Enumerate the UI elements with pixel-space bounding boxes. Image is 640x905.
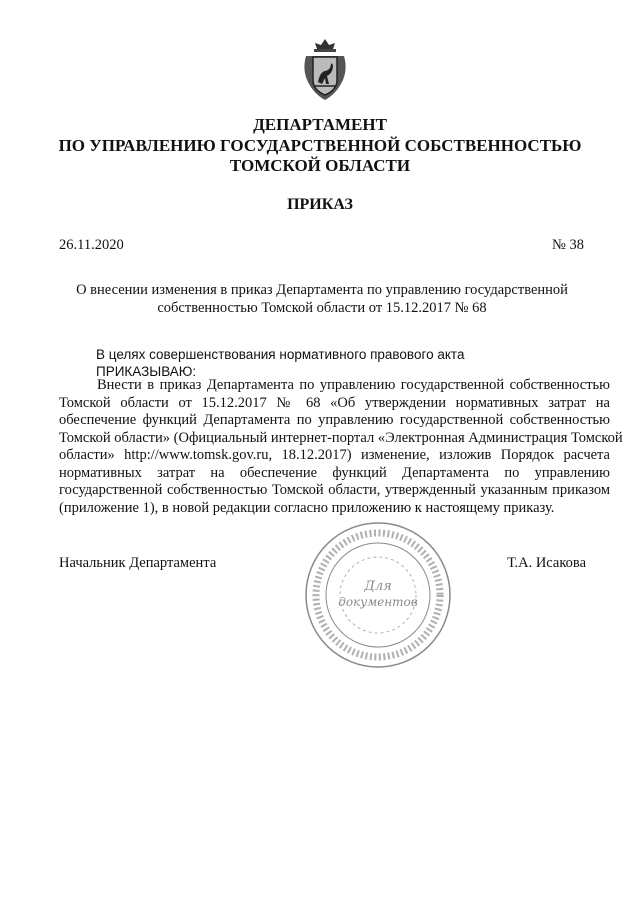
order-body bbox=[59, 377, 623, 517]
document-subject bbox=[59, 281, 585, 317]
document-number: № 38 bbox=[552, 237, 584, 253]
body-line: нормативных затрат на обеспечение функций Департамента по управлению bbox=[59, 464, 610, 481]
body-line: области» http://www.tomsk.gov.ru, 18.12.2017) изменение, изложив Порядок расчета bbox=[59, 447, 610, 463]
order-word: ПРИКАЗЫВАЮ: bbox=[96, 364, 197, 379]
subject-line: О внесении изменения в приказ Департамента по управлению государственной bbox=[76, 282, 568, 298]
preamble-text: В целях совершенствования нормативного правового акта bbox=[96, 347, 465, 362]
body-line: государственной собственностью Томской области, утвержденный указанным приказом bbox=[59, 482, 610, 498]
tomsk-coat-of-arms-emblem bbox=[300, 38, 350, 102]
document-date: 26.11.2020 bbox=[59, 237, 124, 253]
header-line-3: ТОМСКОЙ ОБЛАСТИ bbox=[229, 156, 411, 175]
body-line: обеспечение функций Департамента по управлению государственной собственностью bbox=[59, 412, 610, 428]
stamp-center-line-1: Для bbox=[364, 579, 392, 594]
body-line: Внести в приказ Департамента по управлению государственной собственностью bbox=[97, 377, 610, 393]
stamp-center-line-2: документов bbox=[338, 595, 418, 609]
subject-line: собственностью Томской области от 15.12.2017 № 68 bbox=[157, 300, 487, 316]
signer-position: Начальник Департамента bbox=[59, 555, 217, 571]
body-line: Томской области от 15.12.2017 № 68 «Об утверждении нормативных затрат на bbox=[59, 394, 610, 411]
preamble bbox=[96, 346, 464, 380]
document-title: ПРИКАЗ bbox=[287, 196, 353, 213]
header-line-2: ПО УПРАВЛЕНИЮ ГОСУДАРСТВЕННОЙ СОБСТВЕННОСТЬЮ bbox=[58, 135, 582, 155]
signer-name: Т.А. Исакова bbox=[507, 555, 586, 571]
official-seal-stamp bbox=[303, 520, 453, 670]
department-header bbox=[0, 115, 640, 177]
header-line-1: ДЕПАРТАМЕНТ bbox=[253, 115, 387, 134]
body-line: Томской области» (Официальный интернет-портал «Электронная Администрация Томской bbox=[59, 429, 623, 446]
body-line: (приложение 1), в новой редакции согласно приложению к настоящему приказу. bbox=[59, 499, 555, 516]
